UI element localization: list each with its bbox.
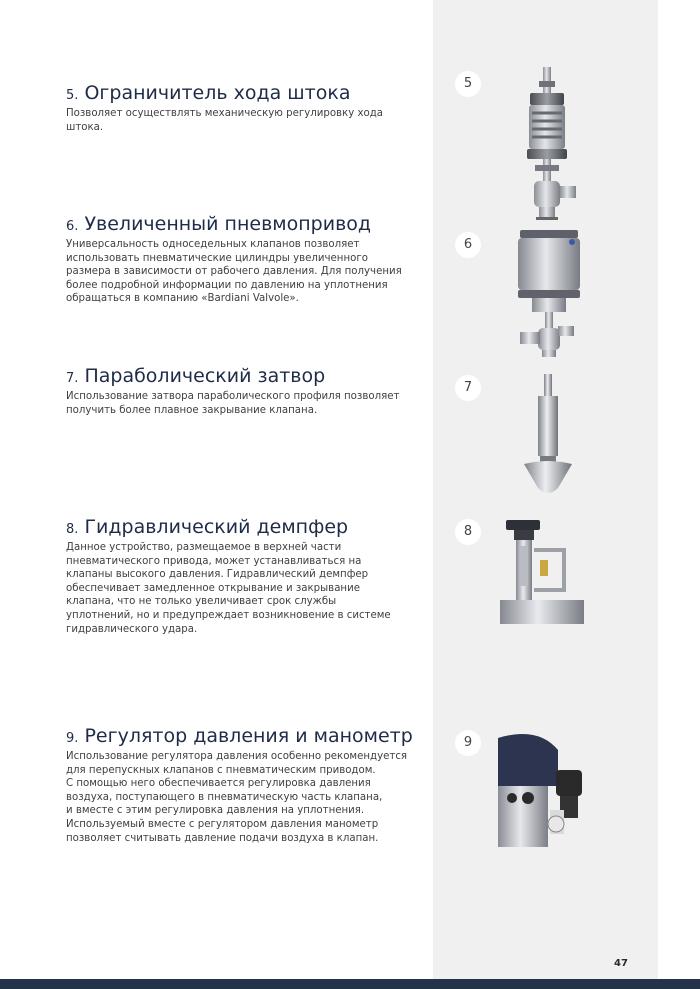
description-line: Данное устройство, размещаемое в верхней части — [66, 542, 342, 553]
description-line: более подробной информации по давлению на уплотнения — [66, 279, 388, 291]
description-line: клапаны высокого давления. Гидравлический демпфер — [66, 569, 369, 581]
section-number: 9. — [66, 731, 79, 746]
number-badge: 6 — [455, 232, 481, 258]
description-line: Использование затвора параболического профиля позволяет — [66, 391, 400, 402]
description-line: Позволяет осуществлять механическую регулировку хода — [66, 108, 384, 119]
section-number: 5. — [66, 88, 79, 103]
section-title-text: Регулятор давления и манометр — [84, 725, 413, 747]
section-description — [66, 750, 421, 845]
description-line: воздуха, поступающего в пневматическую часть клапана, — [66, 791, 383, 803]
description-line: Использование регулятора давления особенно рекомендуется — [66, 751, 408, 762]
section-description — [66, 107, 421, 134]
hydraulic-damper-image — [500, 520, 584, 624]
section-title — [66, 82, 421, 107]
description-line: и вместе с этим регулировка давления на уплотнения. — [66, 805, 365, 817]
pressure-regulator-gauge-image — [498, 730, 598, 847]
section-description — [66, 390, 421, 417]
description-line: гидравлического удара. — [66, 623, 198, 635]
number-badge: 7 — [455, 375, 481, 401]
section-title-text: Увеличенный пневмопривод — [84, 213, 372, 235]
enlarged-actuator-valve-image — [512, 228, 594, 358]
description-line: обеспечивает замедленное открывание и закрывание — [66, 582, 360, 594]
section-number: 8. — [66, 522, 79, 537]
section-title — [66, 213, 421, 238]
description-line: позволяет считывать давление подачи воздуха в клапан. — [66, 832, 379, 844]
description-line: Универсальность односедельных клапанов позволяет — [66, 239, 360, 250]
description-line: обращаться в компанию «Bardiani Valvole». — [66, 293, 299, 305]
section-title — [66, 365, 421, 390]
number-badge: 8 — [455, 519, 481, 545]
section-pressure-regulator — [66, 725, 421, 845]
description-line: Используемый вместе с регулятором давления манометр — [66, 818, 379, 830]
section-description — [66, 238, 421, 306]
description-line: С помощью него обеспечивается регулировка давления — [66, 778, 371, 790]
description-line: клапана, что не только увеличивает срок службы — [66, 596, 337, 608]
section-title-text: Гидравлический демпфер — [84, 516, 349, 538]
section-parabolic-plug — [66, 365, 421, 417]
section-hydraulic-damper — [66, 516, 421, 636]
section-number: 6. — [66, 219, 79, 234]
description-line: для перепускных клапанов с пневматическим приводом. — [66, 764, 376, 776]
section-title-text: Параболический затвор — [84, 365, 326, 387]
number-badge: 5 — [455, 71, 481, 97]
section-description — [66, 541, 421, 636]
number-badge: 9 — [455, 730, 481, 756]
page-number: 47 — [614, 958, 628, 969]
section-enlarged-actuator — [66, 213, 421, 306]
bottom-bar — [0, 979, 700, 989]
description-line: использовать пневматические цилиндры увеличенного — [66, 252, 368, 264]
section-title — [66, 725, 421, 750]
stroke-limiter-valve-image — [505, 65, 585, 220]
section-title-text: Ограничитель хода штока — [84, 82, 351, 104]
description-line: получить более плавное закрывание клапана. — [66, 404, 318, 416]
description-line: уплотнений, но и предупреждает возникновение в системе — [66, 609, 391, 621]
section-title — [66, 516, 421, 541]
section-number: 7. — [66, 371, 79, 386]
description-line: пневматического привода, может устанавливаться на — [66, 555, 362, 567]
parabolic-plug-image — [518, 372, 578, 502]
section-stroke-limiter — [66, 82, 421, 134]
description-line: размера в зависимости от рабочего давления. Для получения — [66, 266, 402, 278]
description-line: штока. — [66, 121, 104, 133]
